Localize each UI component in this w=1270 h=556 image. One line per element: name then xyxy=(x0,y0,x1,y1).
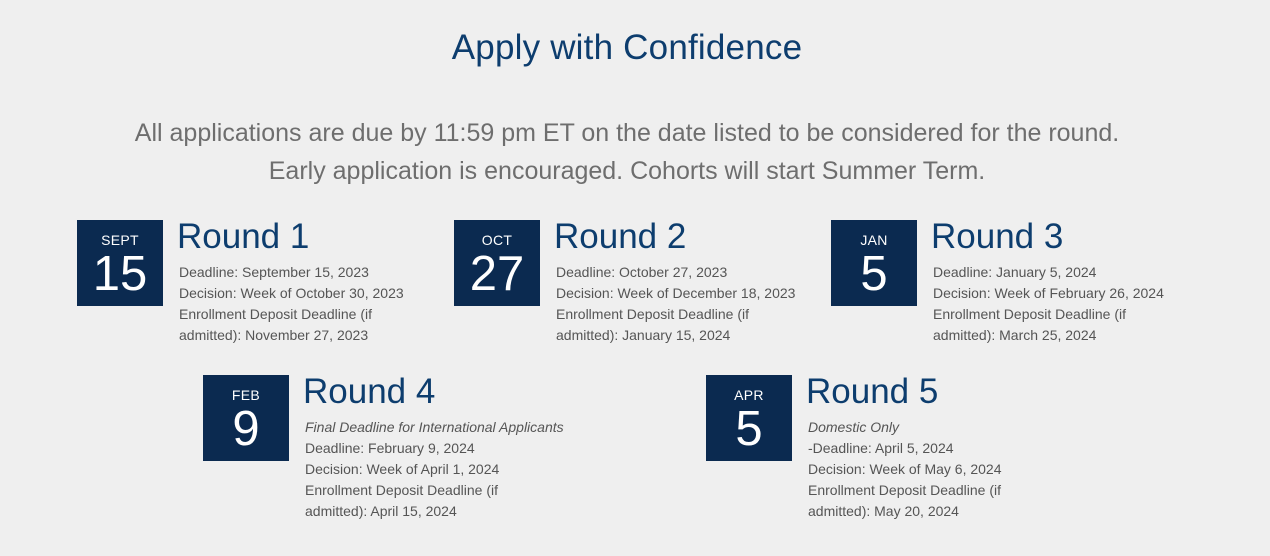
round-deadline: Deadline: September 15, 2023 xyxy=(179,264,369,280)
date-badge xyxy=(203,375,289,461)
round-title: Round 1 xyxy=(177,217,310,256)
round-card-4 xyxy=(203,372,564,522)
date-badge xyxy=(831,220,917,306)
round-note: Domestic Only xyxy=(808,419,900,435)
round-card-5 xyxy=(706,372,1066,522)
date-day: 5 xyxy=(735,402,763,456)
round-title: Round 2 xyxy=(554,217,687,256)
round-title: Round 5 xyxy=(806,372,939,411)
date-month: JAN xyxy=(860,232,888,248)
round-deadline: Deadline: October 27, 2023 xyxy=(556,264,728,280)
date-month: OCT xyxy=(481,232,513,248)
date-month: APR xyxy=(734,387,764,403)
round-note: Final Deadline for International Applicants xyxy=(305,419,564,435)
intro-text xyxy=(0,114,1254,190)
date-day: 27 xyxy=(469,247,525,301)
date-day: 15 xyxy=(92,247,148,301)
round-info xyxy=(177,217,437,346)
round-card-1 xyxy=(77,217,437,346)
date-month: SEPT xyxy=(101,232,139,248)
round-deposit-deadline: Enrollment Deposit Deadline (if admitted): January 15, 2024 xyxy=(556,306,749,343)
round-decision: Decision: Week of October 30, 2023 xyxy=(179,285,404,301)
round-deposit-deadline: Enrollment Deposit Deadline (if admitted): May 20, 2024 xyxy=(808,482,1001,519)
round-title: Round 4 xyxy=(303,372,436,411)
round-title: Round 3 xyxy=(931,217,1064,256)
round-info xyxy=(554,217,814,346)
round-deadline: Deadline: January 5, 2024 xyxy=(933,264,1097,280)
date-badge xyxy=(706,375,792,461)
intro-line-1: All applications are due by 11:59 pm ET on the date listed to be considered for the round. xyxy=(134,119,1120,147)
round-deposit-deadline: Enrollment Deposit Deadline (if admitted): November 27, 2023 xyxy=(179,306,372,343)
date-badge xyxy=(454,220,540,306)
round-info xyxy=(931,217,1191,346)
round-decision: Decision: Week of February 26, 2024 xyxy=(933,285,1164,301)
round-info xyxy=(303,372,564,522)
date-badge xyxy=(77,220,163,306)
round-card-2 xyxy=(454,217,814,346)
round-deposit-deadline: Enrollment Deposit Deadline (if admitted): March 25, 2024 xyxy=(933,306,1126,343)
round-decision: Decision: Week of April 1, 2024 xyxy=(305,461,500,477)
intro-line-2: Early application is encouraged. Cohorts will start Summer Term. xyxy=(268,157,986,185)
round-deadline: -Deadline: April 5, 2024 xyxy=(808,440,954,456)
date-day: 9 xyxy=(232,402,260,456)
date-day: 5 xyxy=(860,247,888,301)
round-info xyxy=(806,372,1066,522)
round-deposit-deadline: Enrollment Deposit Deadline (if admitted): April 15, 2024 xyxy=(305,482,498,519)
round-deadline: Deadline: February 9, 2024 xyxy=(305,440,475,456)
page-title: Apply with Confidence xyxy=(451,28,803,67)
round-decision: Decision: Week of December 18, 2023 xyxy=(556,285,796,301)
round-card-3 xyxy=(831,217,1191,346)
date-month: FEB xyxy=(231,387,261,403)
round-decision: Decision: Week of May 6, 2024 xyxy=(808,461,1002,477)
